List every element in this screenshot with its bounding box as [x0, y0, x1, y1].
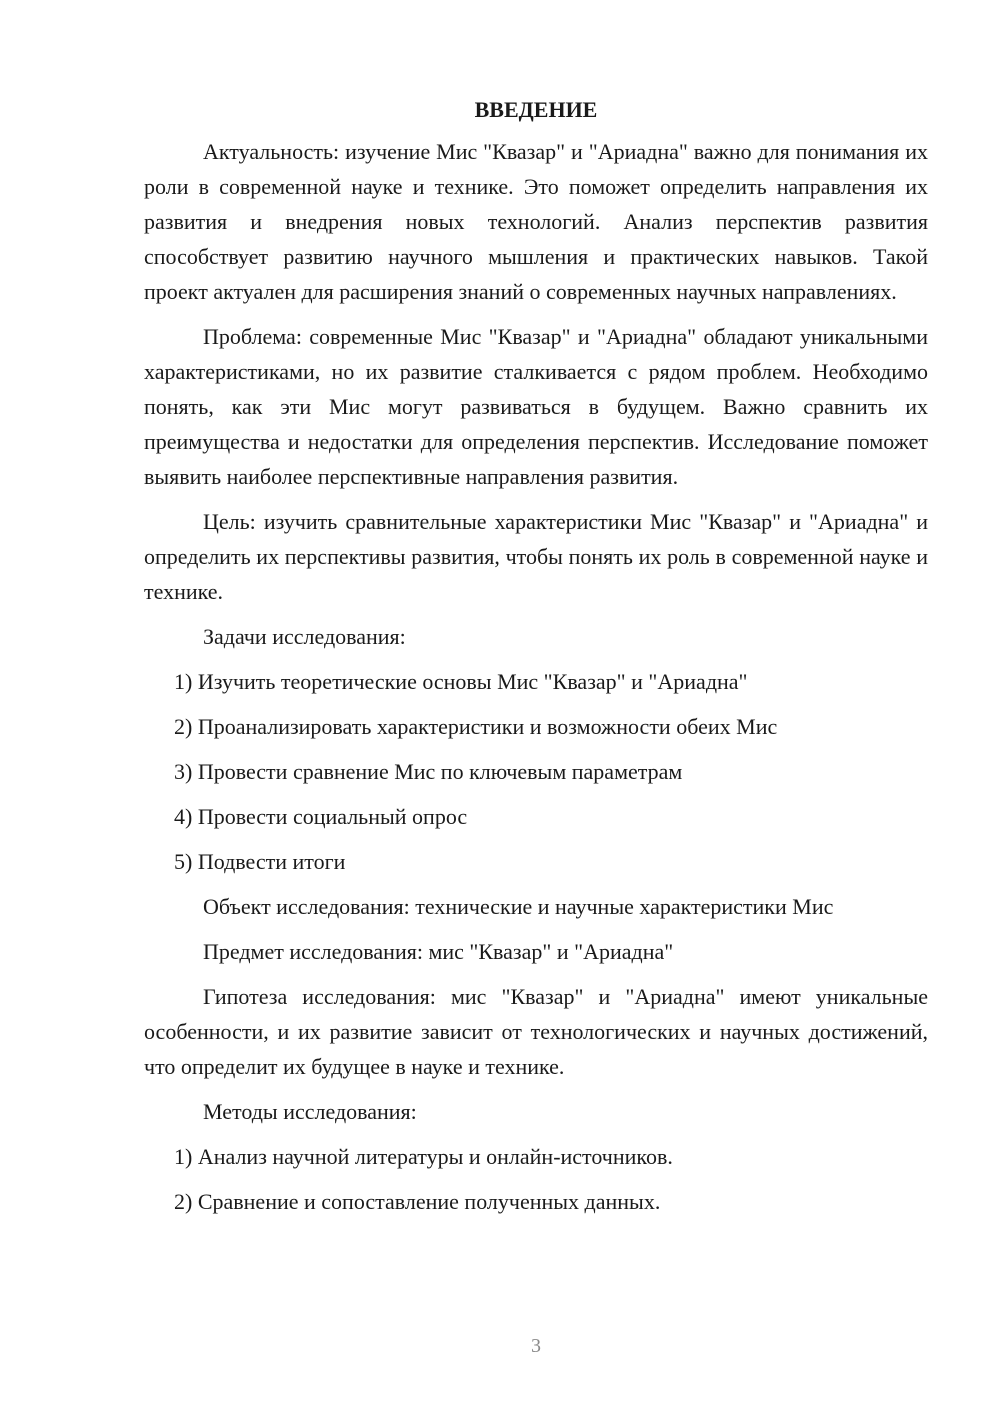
hypothesis-paragraph: Гипотеза исследования: мис "Квазар" и "Ариадна" имеют уникальные особенности, и их развитие зависит от технологических и научных достижений, что определит их будущее в науке и технике. — [144, 984, 928, 1079]
task-item-5: 5) Подвести итоги — [174, 849, 346, 874]
goal-paragraph: Цель: изучить сравнительные характеристики Мис "Квазар" и "Ариадна" и определить их перспективы развития, чтобы понять их роль в современной науке и технике. — [144, 509, 928, 604]
task-item-2: 2) Проанализировать характеристики и возможности обеих Мис — [174, 714, 778, 739]
methods-heading: Методы исследования: — [203, 1099, 417, 1124]
problem-paragraph: Проблема: современные Мис "Квазар" и "Ариадна" обладают уникальными характеристиками, но их развитие сталкивается с рядом проблем. Необходимо понять, как эти Мис могут развиваться в будущем. Важно сравнить их преимущества и недостатки для определения перспектив. Исследование поможет выявить наиболее перспективные направления развития. — [144, 324, 928, 489]
page-number: 3 — [531, 1335, 541, 1357]
task-item-3: 3) Провести сравнение Мис по ключевым параметрам — [174, 759, 683, 784]
page-content — [144, 92, 928, 1229]
method-item-2: 2) Сравнение и сопоставление полученных данных. — [174, 1189, 661, 1214]
task-item-4: 4) Провести социальный опрос — [174, 804, 468, 829]
task-item-1: 1) Изучить теоретические основы Мис "Квазар" и "Ариадна" — [174, 669, 748, 694]
page-title: ВВЕДЕНИЕ — [474, 97, 598, 122]
relevance-paragraph: Актуальность: изучение Мис "Квазар" и "Ариадна" важно для понимания их роли в современной науке и технике. Это поможет определить направления их развития и внедрения новых технологий. Анализ перспектив развития способствует развитию научного мышления и практических навыков. Такой проект актуален для расширения знаний о современных научных направлениях. — [144, 139, 928, 304]
method-item-1: 1) Анализ научной литературы и онлайн-источников. — [174, 1144, 673, 1169]
tasks-heading: Задачи исследования: — [203, 624, 406, 649]
research-object: Объект исследования: технические и научные характеристики Мис — [203, 894, 834, 919]
research-subject: Предмет исследования: мис "Квазар" и "Ариадна" — [203, 939, 674, 964]
